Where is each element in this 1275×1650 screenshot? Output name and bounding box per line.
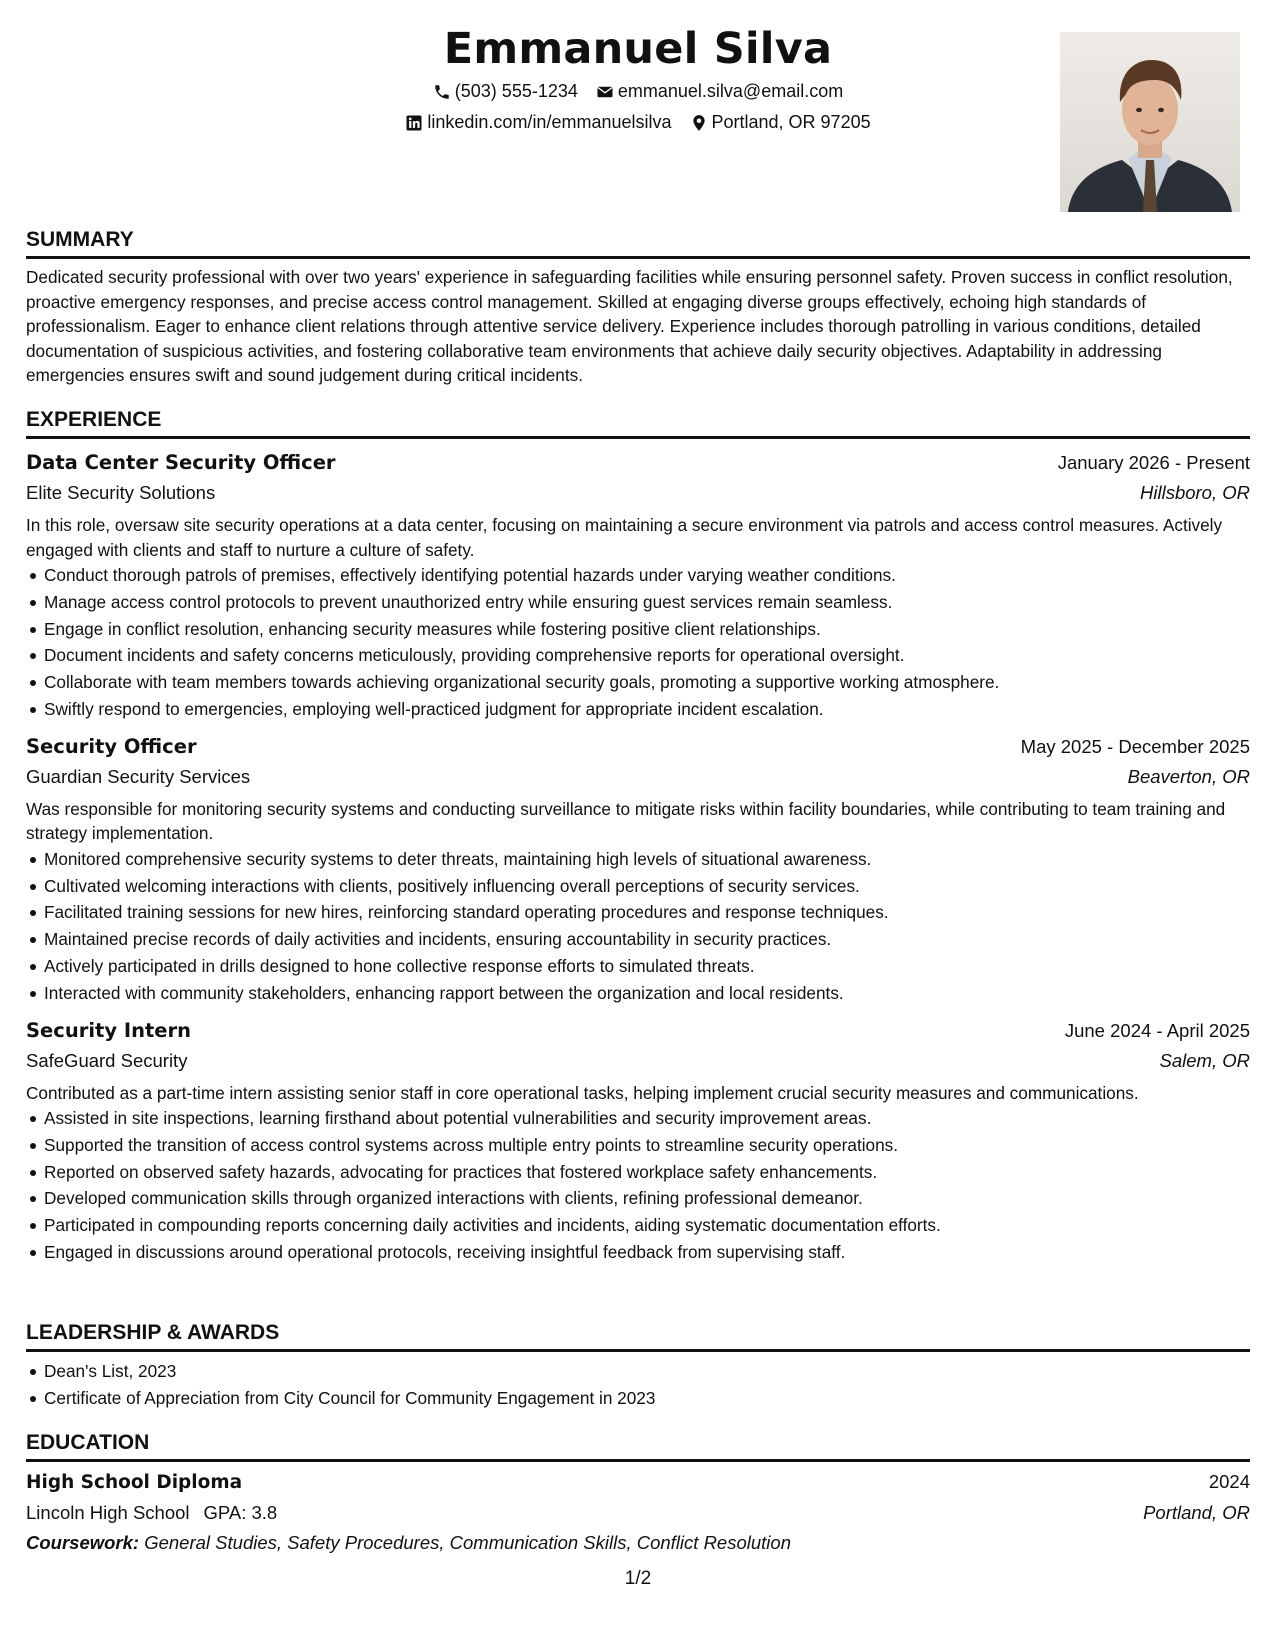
- school-name: Lincoln High School: [26, 1502, 190, 1523]
- education-section: [26, 1430, 1250, 1558]
- coursework: [26, 1528, 1250, 1558]
- job-description: Was responsible for monitoring security systems and conducting surveillance to mitigate risks within facility boundaries, while contributing to team training and strategy implementation.: [26, 798, 1226, 844]
- contact-location: [690, 107, 871, 138]
- contact-linkedin[interactable]: [405, 107, 671, 138]
- summary-section: [26, 227, 1250, 388]
- school-location: Portland, OR: [1143, 1502, 1250, 1523]
- bullet-item: Swiftly respond to emergencies, employing well-practiced judgment for appropriate incident escalation.: [44, 696, 1250, 723]
- gpa: GPA: 3.8: [203, 1502, 278, 1523]
- bullet-item: Monitored comprehensive security systems to deter threats, maintaining high levels of situational awareness.: [44, 846, 1250, 873]
- bullet-item: Cultivated welcoming interactions with clients, positively influencing overall perceptions of security services.: [44, 873, 1250, 900]
- bullet-item: Assisted in site inspections, learning firsthand about potential vulnerabilities and security improvement areas.: [44, 1105, 1250, 1132]
- section-divider: [26, 1459, 1250, 1462]
- bullet-item: Supported the transition of access control systems across multiple entry points to streamline security operations.: [44, 1132, 1250, 1159]
- profile-photo: [1060, 32, 1240, 212]
- email-text[interactable]: emmanuel.silva@email.com: [617, 81, 844, 101]
- job-entry: [26, 1015, 1250, 1266]
- leadership-section: [26, 1320, 1250, 1412]
- section-divider: [26, 256, 1250, 259]
- job-bullets: [26, 1105, 1250, 1266]
- location-text: Portland, OR 97205: [711, 112, 871, 132]
- job-location: Beaverton, OR: [1127, 765, 1250, 787]
- contact-phone: [433, 76, 578, 107]
- award-item: Certificate of Appreciation from City Council for Community Engagement in 2023: [44, 1385, 1250, 1412]
- section-divider: [26, 436, 1250, 439]
- job-company: Elite Security Solutions: [26, 482, 216, 503]
- job-entry: [26, 731, 1250, 1007]
- job-company: SafeGuard Security: [26, 1049, 188, 1071]
- job-title: Security Intern: [26, 1018, 192, 1042]
- award-item: Dean's List, 2023: [44, 1358, 1250, 1385]
- bullet-item: Engage in conflict resolution, enhancing security measures while fostering positive client relationships.: [44, 616, 1250, 643]
- phone-icon: [433, 83, 451, 101]
- contact-email[interactable]: [596, 76, 843, 107]
- section-title-education: EDUCATION: [26, 1431, 150, 1454]
- coursework-list: General Studies, Safety Procedures, Communication Skills, Conflict Resolution: [144, 1532, 791, 1553]
- phone-text: (503) 555-1234: [454, 81, 578, 101]
- degree: High School Diploma: [26, 1472, 243, 1493]
- job-dates: January 2026 - Present: [1057, 452, 1250, 473]
- job-bullets: [26, 846, 1250, 1007]
- bullet-item: Conduct thorough patrols of premises, effectively identifying potential hazards under varying weather conditions.: [44, 562, 1250, 589]
- job-title: Data Center Security Officer: [26, 451, 336, 474]
- summary-text: Dedicated security professional with over two years' experience in safeguarding facilities while ensuring personnel safety. Proven success in conflict resolution, proactive emergency responses, and precise access control management. Skilled at engaging diverse groups effectively, echoing high standards of professionalism. Eager to enhance client relations through attentive service delivery. Experience includes thorough patrolling in various conditions, detailed documentation of suspicious activities, and fostering collaborative team environments that achieve daily security objectives. Adaptability in addressing emergencies ensures swift and sound judgement during critical incidents.: [26, 267, 1233, 385]
- section-title-leadership: LEADERSHIP & AWARDS: [26, 1321, 280, 1344]
- bullet-item: Interacted with community stakeholders, enhancing rapport between the organization and local residents.: [44, 980, 1250, 1007]
- bullet-item: Collaborate with team members towards achieving organizational security goals, promoting a supportive working atmosphere.: [44, 669, 1250, 696]
- bullet-item: Document incidents and safety concerns meticulously, providing comprehensive reports for operational oversight.: [44, 642, 1250, 669]
- page-number: 1/2: [624, 1568, 652, 1589]
- coursework-label: Coursework:: [26, 1532, 140, 1553]
- candidate-name: Emmanuel Silva: [443, 24, 833, 74]
- job-description: Contributed as a part-time intern assisting senior staff in core operational tasks, helping implement crucial security measures and communications.: [26, 1082, 1139, 1103]
- job-title: Security Officer: [26, 734, 197, 758]
- envelope-icon: [596, 83, 614, 101]
- bullet-item: Reported on observed safety hazards, advocating for practices that fostered workplace safety enhancements.: [44, 1159, 1250, 1186]
- bullet-item: Engaged in discussions around operational protocols, receiving insightful feedback from supervising staff.: [44, 1239, 1250, 1266]
- bullet-item: Facilitated training sessions for new hires, reinforcing standard operating procedures and response techniques.: [44, 899, 1250, 926]
- experience-section: [26, 407, 1250, 1266]
- graduation-year: 2024: [1208, 1471, 1250, 1492]
- section-title-summary: SUMMARY: [26, 228, 134, 251]
- bullet-item: Participated in compounding reports concerning daily activities and incidents, aiding systematic documentation efforts.: [44, 1212, 1250, 1239]
- bullet-item: Manage access control protocols to prevent unauthorized entry while ensuring guest services remain seamless.: [44, 589, 1250, 616]
- job-entry: [26, 447, 1250, 723]
- job-company: Guardian Security Services: [26, 765, 251, 787]
- job-location: Hillsboro, OR: [1140, 482, 1250, 503]
- map-pin-icon: [690, 114, 708, 132]
- bullet-item: Maintained precise records of daily activities and incidents, ensuring accountability in security practices.: [44, 926, 1250, 953]
- job-bullets: [26, 562, 1250, 723]
- award-list: [26, 1358, 1250, 1412]
- section-divider: [26, 1349, 1250, 1352]
- job-dates: May 2025 - December 2025: [1020, 735, 1250, 757]
- bullet-item: Developed communication skills through organized interactions with clients, refining professional demeanor.: [44, 1185, 1250, 1212]
- job-dates: June 2024 - April 2025: [1064, 1019, 1250, 1041]
- linkedin-text[interactable]: linkedin.com/in/emmanuelsilva: [427, 112, 672, 132]
- resume-page: [26, 0, 1250, 1650]
- job-description: In this role, oversaw site security operations at a data center, focusing on maintaining a secure environment via patrols and access control measures. Actively engaged with clients and staff to nurture a culture of safety.: [26, 515, 1223, 560]
- section-title-experience: EXPERIENCE: [26, 408, 162, 431]
- bullet-item: Actively participated in drills designed to hone collective response efforts to simulated threats.: [44, 953, 1250, 980]
- linkedin-icon: [405, 114, 423, 132]
- job-location: Salem, OR: [1159, 1049, 1250, 1071]
